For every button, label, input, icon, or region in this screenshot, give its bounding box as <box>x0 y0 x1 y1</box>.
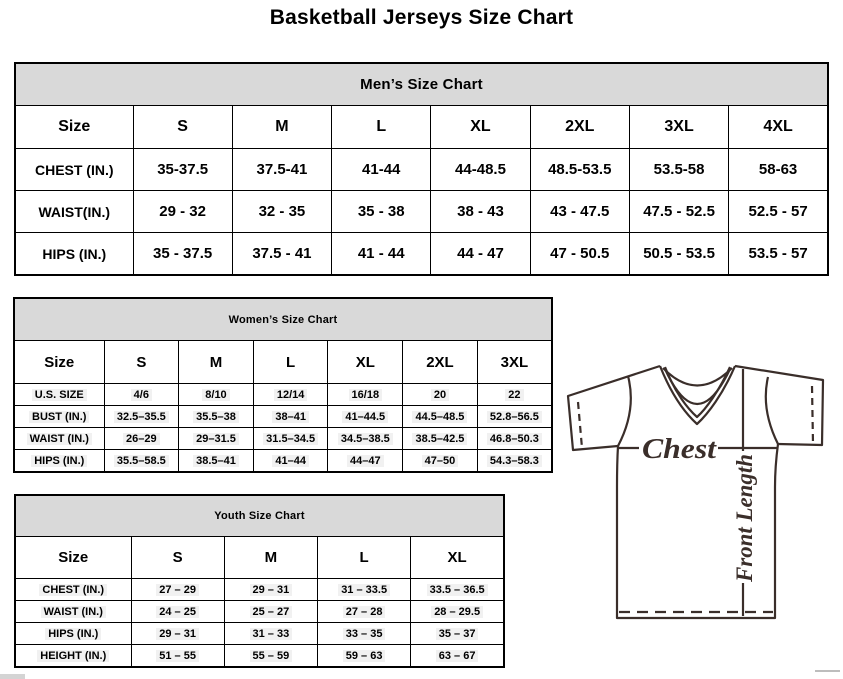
table-row <box>15 149 828 191</box>
size-value-cell: 43 - 47.5 <box>530 191 629 233</box>
front-length-label: Front Length <box>732 453 757 582</box>
size-value-cell: 35.5–38 <box>179 406 254 428</box>
womens-size-table <box>13 297 553 473</box>
size-value-cell: 28 – 29.5 <box>411 601 504 623</box>
size-value-cell: 33.5 – 36.5 <box>411 579 504 601</box>
size-value-cell: 35 - 38 <box>332 191 431 233</box>
size-value-cell: 58-63 <box>729 149 828 191</box>
column-header-xl: XL <box>431 106 530 149</box>
column-header-2xl: 2XL <box>530 106 629 149</box>
size-value-cell: 20 <box>403 384 478 406</box>
size-value-cell: 44 - 47 <box>431 233 530 276</box>
row-label: WAIST (IN.) <box>14 428 104 450</box>
size-header-label: Size <box>15 537 131 579</box>
size-value-cell: 41 - 44 <box>332 233 431 276</box>
row-label: HIPS (IN.) <box>15 623 131 645</box>
size-value-cell: 35-37.5 <box>133 149 232 191</box>
size-value-cell: 37.5-41 <box>232 149 331 191</box>
jersey-measurement-diagram <box>560 363 843 623</box>
size-value-cell: 29 – 31 <box>224 579 317 601</box>
column-header-l: L <box>332 106 431 149</box>
size-value-cell: 52.5 - 57 <box>729 191 828 233</box>
jersey-right-sleeve <box>735 366 823 445</box>
size-header-label: Size <box>14 341 104 384</box>
jersey-right-sleeve-stitch <box>812 386 813 444</box>
size-value-cell: 31 – 33 <box>224 623 317 645</box>
size-value-cell: 12/14 <box>253 384 328 406</box>
size-value-cell: 55 – 59 <box>224 645 317 668</box>
row-label: CHEST (IN.) <box>15 149 133 191</box>
column-header-4xl: 4XL <box>729 106 828 149</box>
mens-size-table <box>14 62 829 276</box>
size-value-cell: 34.5–38.5 <box>328 428 403 450</box>
size-value-cell: 31 – 33.5 <box>318 579 411 601</box>
size-value-cell: 38–41 <box>253 406 328 428</box>
size-value-cell: 46.8–50.3 <box>477 428 552 450</box>
row-label: U.S. SIZE <box>14 384 104 406</box>
size-value-cell: 4/6 <box>104 384 179 406</box>
jersey-right-armhole <box>766 377 778 444</box>
size-value-cell: 25 – 27 <box>224 601 317 623</box>
row-label: HIPS (IN.) <box>14 450 104 473</box>
table-row <box>14 450 552 473</box>
size-value-cell: 29 - 32 <box>133 191 232 233</box>
table-row <box>15 579 504 601</box>
size-value-cell: 44–47 <box>328 450 403 473</box>
row-label: WAIST (IN.) <box>15 601 131 623</box>
row-label: CHEST (IN.) <box>15 579 131 601</box>
size-value-cell: 41-44 <box>332 149 431 191</box>
chest-label: Chest <box>642 434 718 465</box>
size-value-cell: 22 <box>477 384 552 406</box>
size-value-cell: 41–44.5 <box>328 406 403 428</box>
size-value-cell: 27 – 29 <box>131 579 224 601</box>
size-value-cell: 35.5–58.5 <box>104 450 179 473</box>
size-value-cell: 47–50 <box>403 450 478 473</box>
column-header-s: S <box>131 537 224 579</box>
size-value-cell: 31.5–34.5 <box>253 428 328 450</box>
row-label: HIPS (IN.) <box>15 233 133 276</box>
size-value-cell: 26–29 <box>104 428 179 450</box>
size-value-cell: 63 – 67 <box>411 645 504 668</box>
column-header-3xl: 3XL <box>629 106 728 149</box>
size-value-cell: 44.5–48.5 <box>403 406 478 428</box>
size-value-cell: 53.5-58 <box>629 149 728 191</box>
jersey-neck-inner <box>665 367 730 417</box>
size-value-cell: 38.5–42.5 <box>403 428 478 450</box>
size-value-cell: 53.5 - 57 <box>729 233 828 276</box>
size-value-cell: 38.5–41 <box>179 450 254 473</box>
size-value-cell: 41–44 <box>253 450 328 473</box>
size-value-cell: 29 – 31 <box>131 623 224 645</box>
size-value-cell: 27 – 28 <box>318 601 411 623</box>
size-value-cell: 33 – 35 <box>318 623 411 645</box>
column-header-s: S <box>104 341 179 384</box>
table-row <box>15 645 504 668</box>
men-table-title: Men’s Size Chart <box>15 63 828 106</box>
column-header-m: M <box>224 537 317 579</box>
size-value-cell: 35 - 37.5 <box>133 233 232 276</box>
size-value-cell: 32.5–35.5 <box>104 406 179 428</box>
row-label: HEIGHT (IN.) <box>15 645 131 668</box>
size-value-cell: 47.5 - 52.5 <box>629 191 728 233</box>
size-header-label: Size <box>15 106 133 149</box>
size-value-cell: 44-48.5 <box>431 149 530 191</box>
size-value-cell: 47 - 50.5 <box>530 233 629 276</box>
size-value-cell: 32 - 35 <box>232 191 331 233</box>
column-header-3xl: 3XL <box>477 341 552 384</box>
size-value-cell: 29–31.5 <box>179 428 254 450</box>
size-value-cell: 54.3–58.3 <box>477 450 552 473</box>
women-table-title: Women’s Size Chart <box>14 298 552 341</box>
table-row <box>15 233 828 276</box>
table-row <box>15 191 828 233</box>
size-value-cell: 50.5 - 53.5 <box>629 233 728 276</box>
size-value-cell: 59 – 63 <box>318 645 411 668</box>
size-value-cell: 52.8–56.5 <box>477 406 552 428</box>
column-header-2xl: 2XL <box>403 341 478 384</box>
size-value-cell: 51 – 55 <box>131 645 224 668</box>
size-value-cell: 38 - 43 <box>431 191 530 233</box>
table-row <box>14 384 552 406</box>
size-value-cell: 8/10 <box>179 384 254 406</box>
youth-size-table <box>14 494 505 668</box>
column-header-s: S <box>133 106 232 149</box>
youth-table-title: Youth Size Chart <box>15 495 504 537</box>
scrollbar-fragment-left <box>0 674 25 679</box>
row-label: WAIST(IN.) <box>15 191 133 233</box>
table-row <box>14 428 552 450</box>
jersey-left-sleeve-stitch <box>578 402 582 448</box>
column-header-xl: XL <box>328 341 403 384</box>
jersey-left-armhole <box>618 376 631 446</box>
size-value-cell: 37.5 - 41 <box>232 233 331 276</box>
table-row <box>15 601 504 623</box>
size-value-cell: 24 – 25 <box>131 601 224 623</box>
table-row <box>14 406 552 428</box>
page-title: Basketball Jerseys Size Chart <box>269 6 574 29</box>
row-label: BUST (IN.) <box>14 406 104 428</box>
table-row <box>15 623 504 645</box>
column-header-xl: XL <box>411 537 504 579</box>
column-header-m: M <box>232 106 331 149</box>
column-header-l: L <box>253 341 328 384</box>
size-value-cell: 16/18 <box>328 384 403 406</box>
column-header-m: M <box>179 341 254 384</box>
column-header-l: L <box>318 537 411 579</box>
size-value-cell: 48.5-53.5 <box>530 149 629 191</box>
size-value-cell: 35 – 37 <box>411 623 504 645</box>
scrollbar-fragment-right <box>815 670 840 672</box>
